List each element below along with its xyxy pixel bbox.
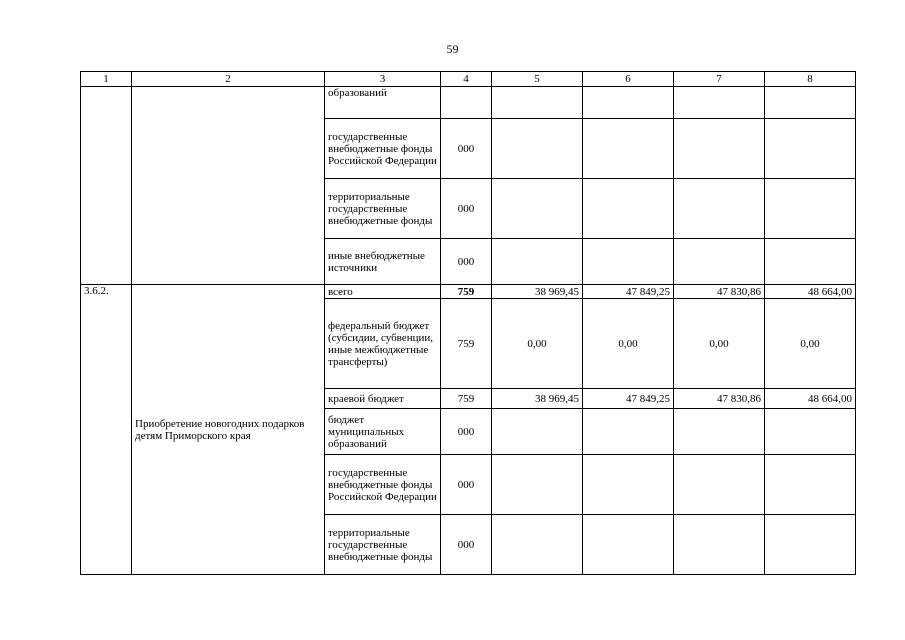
- value-cell: [583, 119, 674, 179]
- column-header: 6: [583, 72, 674, 87]
- item-name-cell: Приобретение новогодних подарков детям Приморского края: [132, 285, 325, 575]
- column-header: 8: [765, 72, 856, 87]
- code-cell: 000: [441, 515, 492, 575]
- code-cell: 000: [441, 455, 492, 515]
- value-cell: [765, 409, 856, 455]
- source-cell: бюджет муниципальных образований: [325, 409, 441, 455]
- value-cell: [583, 515, 674, 575]
- code-cell: 000: [441, 409, 492, 455]
- value-cell: [674, 239, 765, 285]
- value-cell: [583, 179, 674, 239]
- value-cell: [674, 515, 765, 575]
- value-cell: [765, 239, 856, 285]
- code-cell: 759: [441, 285, 492, 299]
- value-cell: [765, 119, 856, 179]
- value-cell: [583, 87, 674, 119]
- value-cell: [674, 119, 765, 179]
- value-cell: 38 969,45: [492, 389, 583, 409]
- value-cell: 0,00: [492, 299, 583, 389]
- value-cell: 47 830,86: [674, 285, 765, 299]
- value-cell: 0,00: [674, 299, 765, 389]
- source-cell: федеральный бюджет (субсидии, субвенции, иные межбюджетные трансферты): [325, 299, 441, 389]
- value-cell: [674, 179, 765, 239]
- value-cell: 0,00: [765, 299, 856, 389]
- source-cell: краевой бюджет: [325, 389, 441, 409]
- column-header: 1: [81, 72, 132, 87]
- budget-table: [80, 71, 856, 575]
- value-cell: 47 830,86: [674, 389, 765, 409]
- value-cell: [492, 87, 583, 119]
- value-cell: [583, 409, 674, 455]
- value-cell: [583, 239, 674, 285]
- item-number-cell: [81, 87, 132, 285]
- code-cell: 759: [441, 389, 492, 409]
- column-header: 5: [492, 72, 583, 87]
- table-row: [81, 285, 856, 299]
- value-cell: [492, 409, 583, 455]
- code-cell: 000: [441, 119, 492, 179]
- value-cell: [492, 239, 583, 285]
- value-cell: [765, 455, 856, 515]
- column-header: 3: [325, 72, 441, 87]
- value-cell: [674, 409, 765, 455]
- value-cell: 38 969,45: [492, 285, 583, 299]
- value-cell: [674, 87, 765, 119]
- value-cell: [674, 455, 765, 515]
- column-header: 2: [132, 72, 325, 87]
- item-number-cell: 3.6.2.: [81, 285, 132, 575]
- code-cell: 759: [441, 299, 492, 389]
- value-cell: [492, 455, 583, 515]
- value-cell: [765, 515, 856, 575]
- value-cell: [492, 119, 583, 179]
- source-cell: территориальные государственные внебюджетные фонды: [325, 179, 441, 239]
- code-cell: 000: [441, 179, 492, 239]
- source-cell: государственные внебюджетные фонды Российской Федерации: [325, 455, 441, 515]
- source-cell: территориальные государственные внебюджетные фонды: [325, 515, 441, 575]
- column-header: 7: [674, 72, 765, 87]
- item-name-cell: [132, 87, 325, 285]
- table-row: [81, 87, 856, 119]
- code-cell: 000: [441, 239, 492, 285]
- column-header: 4: [441, 72, 492, 87]
- header-row: [81, 72, 856, 87]
- value-cell: [765, 87, 856, 119]
- value-cell: [765, 179, 856, 239]
- source-cell: государственные внебюджетные фонды Российской Федерации: [325, 119, 441, 179]
- value-cell: 47 849,25: [583, 389, 674, 409]
- source-cell: иные внебюджетные источники: [325, 239, 441, 285]
- value-cell: 0,00: [583, 299, 674, 389]
- value-cell: [583, 455, 674, 515]
- source-cell: образований: [325, 87, 441, 119]
- value-cell: 48 664,00: [765, 389, 856, 409]
- value-cell: [492, 179, 583, 239]
- value-cell: [492, 515, 583, 575]
- code-cell: [441, 87, 492, 119]
- source-cell: всего: [325, 285, 441, 299]
- value-cell: 47 849,25: [583, 285, 674, 299]
- value-cell: 48 664,00: [765, 285, 856, 299]
- page-number: 59: [446, 42, 459, 56]
